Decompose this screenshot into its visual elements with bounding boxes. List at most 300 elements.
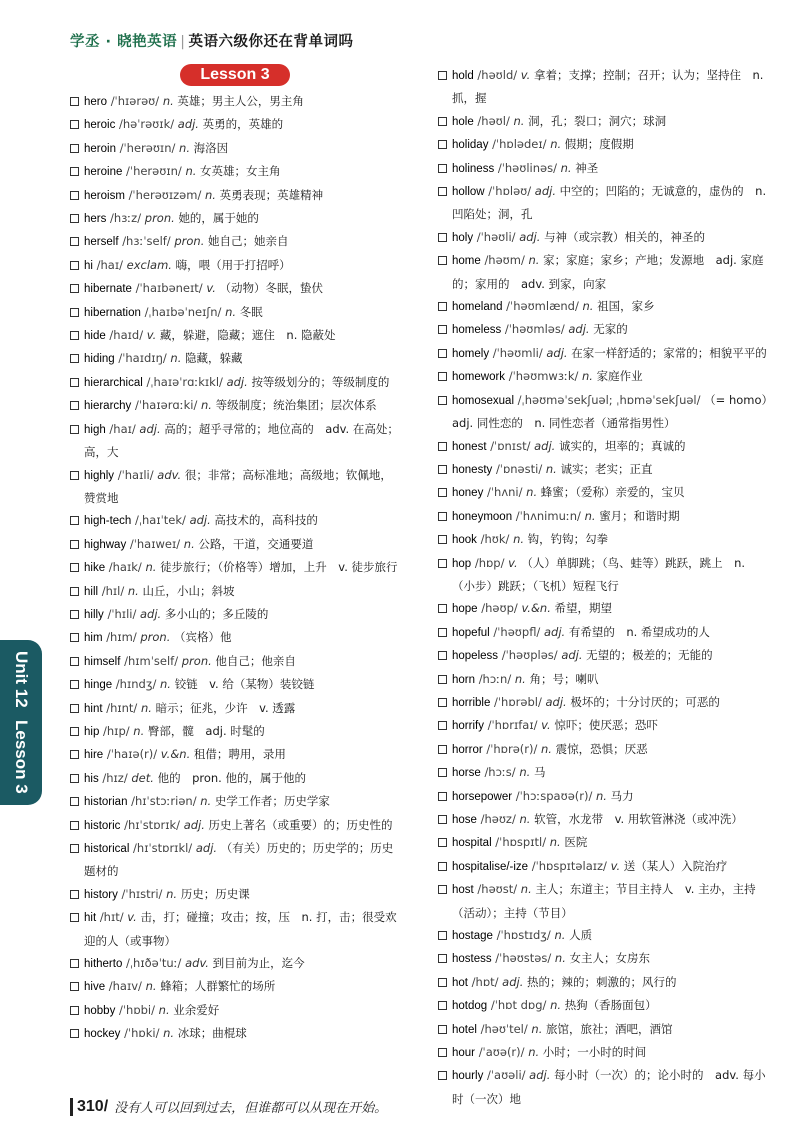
vocab-entry: [438, 621, 768, 644]
headword: herself: [84, 236, 119, 249]
part-of-speech: n.: [514, 671, 526, 686]
headword: highly: [84, 469, 115, 482]
phonetic: /ˈhɒbi/: [119, 1002, 155, 1017]
checkbox-icon[interactable]: [438, 628, 447, 637]
checkbox-icon[interactable]: [70, 120, 79, 129]
headword: host: [452, 884, 474, 897]
vocab-entry: [70, 626, 400, 649]
vocab-entry: [438, 249, 768, 295]
phonetic: /ˈhəʊmlænd/: [506, 299, 579, 314]
definition: 史学工作者；历史学家: [214, 794, 330, 809]
vocab-entry: [70, 207, 400, 230]
headword: hostage: [452, 930, 493, 943]
headword: hit: [84, 912, 97, 925]
headword: hotdog: [452, 1000, 488, 1013]
headword: hourly: [452, 1070, 484, 1083]
vocab-entry: [438, 924, 768, 947]
part-of-speech: n.: [183, 536, 195, 551]
headword: hibernate: [84, 283, 132, 296]
definition: 冬眠: [239, 304, 263, 319]
checkbox-icon[interactable]: [438, 815, 447, 824]
definition: 有希望的 n. 希望成功的人: [568, 624, 710, 639]
vocab-entry: [438, 481, 768, 504]
vocab-entry: [70, 254, 400, 277]
headword: hide: [84, 330, 106, 343]
vocab-entry: [438, 1018, 768, 1041]
checkbox-icon[interactable]: [438, 187, 447, 196]
definition: （人）单脚跳；（鸟、蛙等）跳跃，跳上 n.（小步）跳跃；（飞机）短程飞行: [452, 555, 746, 593]
phonetic: /hɪmˈself/: [124, 653, 179, 668]
checkbox-icon[interactable]: [438, 675, 447, 684]
checkbox-icon[interactable]: [70, 563, 79, 572]
headword: holiday: [452, 139, 489, 152]
checkbox-icon[interactable]: [438, 488, 447, 497]
checkbox-icon[interactable]: [70, 516, 79, 525]
headword: hers: [84, 213, 107, 226]
vocab-entry: [438, 64, 768, 110]
phonetic: /hɜːz/: [110, 211, 142, 226]
headword: historian: [84, 796, 128, 809]
part-of-speech: n.: [554, 928, 566, 943]
headword: hire: [84, 749, 104, 762]
vocab-entry: [438, 528, 768, 551]
vocab-entry: [70, 394, 400, 417]
vocab-entry: [438, 365, 768, 388]
headword: hiding: [84, 353, 115, 366]
checkbox-icon[interactable]: [438, 838, 447, 847]
part-of-speech: v.: [541, 718, 551, 733]
checkbox-icon[interactable]: [438, 745, 447, 754]
checkbox-icon[interactable]: [438, 117, 447, 126]
vocab-entry: [70, 837, 400, 883]
definition: 租借；聘用，录用: [193, 747, 286, 762]
definition: 女英雄；女主角: [200, 164, 281, 179]
phonetic: /ˈhɒlədeɪ/: [492, 137, 547, 152]
definition: 英勇的，英雄的: [202, 117, 284, 132]
phonetic: /hɪt/: [99, 910, 124, 925]
part-of-speech: adj.: [534, 184, 556, 199]
headword: historical: [84, 843, 130, 855]
brand-name: 学丞 · 晓艳英语: [70, 34, 178, 50]
checkbox-icon[interactable]: [438, 535, 447, 544]
checkbox-icon[interactable]: [70, 959, 79, 968]
checkbox-icon[interactable]: [438, 931, 447, 940]
vocab-entry: [438, 714, 768, 737]
checkbox-icon[interactable]: [438, 768, 447, 777]
phonetic: /ˈhaɪli/: [117, 467, 154, 482]
vocab-entry: [438, 226, 768, 249]
headword: hive: [84, 981, 106, 994]
checkbox-icon[interactable]: [70, 214, 79, 223]
checkbox-icon[interactable]: [438, 233, 447, 242]
checkbox-icon[interactable]: [438, 465, 447, 474]
headword: high-tech: [84, 515, 132, 528]
headword: hockey: [84, 1028, 121, 1041]
vocab-entry: [70, 556, 400, 579]
definition: 人质: [569, 928, 593, 943]
part-of-speech: pron.: [140, 630, 171, 645]
vocab-entry: [438, 831, 768, 854]
part-of-speech: n.: [549, 835, 561, 850]
checkbox-icon[interactable]: [70, 1029, 79, 1038]
vocab-entry: [438, 110, 768, 133]
vocab-entry: [438, 947, 768, 970]
checkbox-icon[interactable]: [438, 164, 447, 173]
phonetic: /hɪˈstɒrɪkl/: [133, 841, 193, 855]
definition: 角；号；喇叭: [529, 671, 599, 686]
checkbox-icon[interactable]: [70, 982, 79, 991]
right-word-list: [438, 64, 779, 1110]
part-of-speech: v.: [206, 281, 216, 296]
part-of-speech: adj.: [534, 438, 556, 453]
headword: hollow: [452, 186, 485, 199]
checkbox-icon[interactable]: [438, 1001, 447, 1010]
phonetic: /hɒp/: [474, 555, 505, 570]
part-of-speech: n.: [531, 1021, 543, 1036]
phonetic: /ˈhaɪə(r)/: [106, 747, 158, 762]
phonetic: /haɪ/: [96, 257, 123, 272]
vocab-entry: [70, 324, 400, 347]
page-number: 310/: [77, 1097, 109, 1115]
definition: 旅馆，旅社；酒吧，酒馆: [546, 1021, 673, 1036]
phonetic: /haɪv/: [108, 979, 142, 994]
vocab-entry: [438, 389, 779, 435]
definition: （动物）冬眠，蛰伏: [219, 281, 324, 296]
headword: himself: [84, 655, 121, 668]
vocab-entry: [70, 720, 400, 743]
headword: horsepower: [452, 790, 513, 803]
checkbox-icon[interactable]: [438, 862, 447, 871]
checkbox-icon[interactable]: [70, 704, 79, 713]
vocab-entry: [70, 650, 400, 673]
checkbox-icon[interactable]: [70, 587, 79, 596]
checkbox-icon[interactable]: [438, 1048, 447, 1057]
phonetic: /ˈhɒrəbl/: [494, 694, 542, 709]
vocab-entry: [70, 975, 400, 998]
checkbox-icon[interactable]: [70, 425, 79, 434]
part-of-speech: n.: [519, 812, 531, 826]
phonetic: /ˈhɒki/: [124, 1026, 160, 1041]
part-of-speech: adj.: [561, 648, 583, 663]
part-of-speech: pron.: [144, 211, 175, 226]
checkbox-icon[interactable]: [70, 633, 79, 642]
phonetic: /ˈhɔːspaʊə(r)/: [515, 788, 593, 803]
part-of-speech: n.: [528, 1045, 540, 1060]
definition: 无家的: [593, 322, 628, 337]
phonetic: /ˈɒnɪst/: [490, 438, 531, 453]
definition: 家庭作业: [596, 369, 643, 384]
vocab-entry: [70, 184, 400, 207]
definition: 公路，干道，交通要道: [198, 536, 314, 551]
checkbox-icon[interactable]: [70, 657, 79, 666]
vocab-entry: [438, 458, 768, 481]
vocab-entry: [70, 464, 400, 510]
phonetic: /ˈɒnəsti/: [495, 461, 543, 476]
phonetic: /həʊm/: [484, 253, 525, 268]
part-of-speech: n.: [225, 304, 237, 319]
checkbox-icon[interactable]: [70, 890, 79, 899]
vocab-entry: [438, 761, 768, 784]
vocab-entry: [438, 295, 768, 318]
checkbox-icon[interactable]: [70, 913, 79, 922]
headword: hilly: [84, 608, 104, 621]
vocab-entry: [438, 552, 768, 598]
headword: homosexual: [452, 394, 515, 407]
phonetic: /ˈaʊəli/: [486, 1068, 526, 1083]
vocab-entry: [70, 814, 400, 837]
headword: hour: [452, 1047, 476, 1060]
phonetic: /ˈhɒt dɒg/: [490, 998, 547, 1013]
part-of-speech: n.: [519, 765, 531, 780]
headword: horrify: [452, 720, 484, 733]
vocab-entry: [438, 318, 768, 341]
vocab-entry: [70, 767, 400, 790]
right-column: [438, 64, 779, 1110]
checkbox-icon[interactable]: [70, 1006, 79, 1015]
part-of-speech: n.: [596, 788, 607, 803]
part-of-speech: v.&n.: [521, 601, 551, 616]
definition: 震惊，恐惧；厌恶: [555, 741, 648, 756]
definition: 女主人；女房东: [569, 951, 651, 966]
vocab-entry: [70, 371, 400, 394]
vocab-entry: [438, 855, 768, 878]
checkbox-icon[interactable]: [438, 721, 447, 730]
phonetic: /hɪnt/: [106, 700, 138, 715]
part-of-speech: adj.: [545, 694, 567, 709]
part-of-speech: adv.: [185, 956, 209, 971]
checkbox-icon[interactable]: [438, 792, 447, 801]
vocab-entry: [70, 277, 400, 300]
phonetic: /hɪˈstɔːriən/: [131, 794, 197, 809]
headword: hope: [452, 603, 478, 616]
checkbox-icon[interactable]: [70, 610, 79, 619]
footer-motto: 没有人可以回到过去，但谁都可以从现在开始。: [114, 1101, 388, 1116]
checkbox-icon[interactable]: [438, 71, 447, 80]
part-of-speech: n.: [550, 998, 562, 1013]
checkbox-icon[interactable]: [70, 727, 79, 736]
part-of-speech: n.: [554, 951, 566, 966]
headword: horn: [452, 673, 476, 686]
checkbox-icon[interactable]: [70, 284, 79, 293]
checkbox-icon[interactable]: [70, 821, 79, 830]
checkbox-icon[interactable]: [438, 325, 447, 334]
definition: 高技术的，高科技的: [214, 513, 318, 528]
headword: hill: [84, 585, 99, 598]
phonetic: /hɪz/: [102, 770, 128, 785]
definition: 山丘，小山；斜坡: [142, 583, 235, 598]
definition: 与神（或宗教）相关的，神圣的: [544, 229, 706, 244]
checkbox-icon[interactable]: [70, 308, 79, 317]
definition: 多小山的；多丘陵的: [164, 606, 269, 621]
part-of-speech: adj.: [546, 345, 568, 360]
definition: 高的；超乎寻常的；地位高的 adv. 在高处；高，大: [84, 421, 399, 460]
checkbox-icon[interactable]: [438, 349, 447, 358]
headword: hitherto: [84, 958, 123, 971]
checkbox-icon[interactable]: [438, 1071, 447, 1080]
checkbox-icon[interactable]: [70, 471, 79, 480]
headword: heroism: [84, 189, 125, 202]
definition: 蜜月；和谐时期: [599, 508, 680, 523]
vocab-entry: [70, 230, 400, 253]
part-of-speech: v.: [508, 555, 518, 570]
headword: horror: [452, 743, 483, 756]
checkbox-icon[interactable]: [70, 354, 79, 363]
definition: 中空的；凹陷的；无诚意的，虚伪的 n. 凹陷处；洞，孔: [452, 184, 767, 222]
definition: 嗨，喂（用于打招呼）: [175, 257, 291, 272]
checkbox-icon[interactable]: [438, 140, 447, 149]
checkbox-icon[interactable]: [70, 144, 79, 153]
definition: 等级制度；统治集团；层次体系: [215, 398, 377, 413]
checkbox-icon[interactable]: [438, 442, 447, 451]
definition: 神圣: [575, 160, 599, 175]
definition: 诚实；老实；正直: [560, 461, 653, 476]
part-of-speech: n.: [163, 1026, 175, 1041]
definition: 小时；一小时的时间: [542, 1045, 647, 1060]
part-of-speech: n.: [545, 461, 557, 476]
left-word-list: [70, 90, 400, 1046]
definition: 医院: [564, 835, 588, 850]
checkbox-icon[interactable]: [70, 237, 79, 246]
definition: 他自己；他亲自: [215, 653, 296, 668]
definition: 海洛因: [193, 140, 229, 155]
phonetic: /ˌhəʊməˈsekʃuəl; ˌhɒməˈsekʃuəl/: [517, 392, 701, 407]
vocab-entry: [70, 533, 400, 556]
checkbox-icon[interactable]: [70, 167, 79, 176]
part-of-speech: adj.: [519, 229, 541, 244]
vocab-entry: [70, 580, 400, 603]
definition: 送（某人）入院治疗: [623, 858, 728, 873]
headword: heroic: [84, 119, 116, 132]
definition: 她的，属于她的: [178, 211, 259, 226]
checkbox-icon[interactable]: [70, 750, 79, 759]
part-of-speech: n.: [200, 794, 212, 809]
headword: him: [84, 632, 103, 645]
part-of-speech: n.: [160, 677, 171, 692]
unit-side-tab: [0, 640, 42, 805]
headword: hi: [84, 259, 93, 272]
checkbox-icon[interactable]: [438, 256, 447, 265]
checkbox-icon[interactable]: [438, 559, 447, 568]
checkbox-icon[interactable]: [438, 604, 447, 613]
part-of-speech: n.: [584, 508, 596, 523]
phonetic: /ˈhəʊmwɜːk/: [508, 369, 579, 384]
checkbox-icon[interactable]: [70, 401, 79, 410]
part-of-speech: n.: [166, 886, 178, 901]
phonetic: /hɪndʒ/: [115, 677, 157, 692]
checkbox-icon[interactable]: [438, 372, 447, 381]
checkbox-icon[interactable]: [70, 331, 79, 340]
phonetic: /ˈhəʊlinəs/: [497, 160, 557, 175]
checkbox-icon[interactable]: [438, 885, 447, 894]
headword: heroin: [84, 142, 116, 155]
vocab-entry: [438, 808, 768, 831]
part-of-speech: adj.: [140, 606, 162, 621]
vocab-entry: [70, 347, 400, 370]
checkbox-icon[interactable]: [70, 191, 79, 200]
phonetic: /ˌhaɪəˈrɑːkɪkl/: [146, 374, 223, 389]
checkbox-icon[interactable]: [438, 512, 447, 521]
vocab-entry: [70, 743, 400, 766]
vocab-entry: [438, 644, 768, 667]
headword: hospital: [452, 837, 492, 850]
definition: 在家一样舒适的；家常的；相貌平平的: [571, 345, 767, 360]
part-of-speech: adj.: [226, 374, 248, 389]
checkbox-icon[interactable]: [70, 844, 79, 853]
headword: homely: [452, 347, 490, 360]
vocab-entry: [70, 999, 400, 1022]
checkbox-icon[interactable]: [70, 680, 79, 689]
checkbox-icon[interactable]: [70, 797, 79, 806]
checkbox-icon[interactable]: [438, 978, 447, 987]
checkbox-icon[interactable]: [438, 396, 447, 405]
part-of-speech: adj.: [139, 421, 161, 436]
phonetic: /ˈhəʊstəs/: [495, 951, 552, 966]
checkbox-icon[interactable]: [70, 774, 79, 783]
phonetic: /hɔːs/: [484, 765, 516, 780]
headword: homework: [452, 371, 506, 384]
part-of-speech: n.: [145, 979, 157, 994]
headword: hook: [452, 534, 477, 547]
definition: 业余爱好: [173, 1002, 220, 1017]
phonetic: /hɪm/: [106, 630, 137, 645]
vocab-entry: [438, 1041, 768, 1064]
headword: honey: [452, 487, 484, 500]
checkbox-icon[interactable]: [438, 1025, 447, 1034]
vocab-entry: [70, 603, 400, 626]
vocab-entry: [70, 90, 400, 113]
phonetic: /həʊˈtel/: [480, 1021, 528, 1036]
definition: 极坏的；十分讨厌的；可恶的: [570, 694, 720, 709]
part-of-speech: n.: [528, 253, 540, 268]
part-of-speech: n.: [550, 137, 562, 152]
phonetic: /hʊk/: [480, 532, 510, 547]
left-column: [70, 64, 400, 1046]
checkbox-icon[interactable]: [438, 954, 447, 963]
definition: 历史；历史课: [180, 886, 250, 901]
definition: 无望的；极差的；无能的: [586, 648, 713, 663]
phonetic: /ˈherəʊɪn/: [126, 164, 182, 179]
checkbox-icon[interactable]: [438, 698, 447, 707]
vocab-entry: [438, 971, 768, 994]
definition: 诚实的，坦率的；真诚的: [558, 438, 686, 453]
vocab-entry: [70, 113, 400, 136]
definition: （有关）历史的；历史学的；历史题材的: [84, 841, 394, 879]
definition: 隐藏，躲藏: [185, 351, 243, 366]
definition: 假期；度假期: [564, 137, 634, 152]
definition: 拿着；支撑；控制；召开；认为；坚持住 n. 抓，握: [452, 68, 764, 106]
phonetic: /ˈhaɪərɑːki/: [134, 398, 198, 413]
checkbox-icon[interactable]: [438, 651, 447, 660]
definition: 英雄；男主人公，男主角: [177, 94, 304, 108]
part-of-speech: exclam.: [126, 257, 172, 272]
definition: 按等级划分的；等级制度的: [251, 374, 390, 389]
checkbox-icon[interactable]: [70, 97, 79, 106]
headword: home: [452, 255, 481, 268]
checkbox-icon[interactable]: [70, 540, 79, 549]
headword: hibernation: [84, 306, 141, 319]
phonetic: /ˈhəʊmləs/: [504, 322, 565, 337]
definition: 她自己；她亲自: [208, 234, 289, 249]
part-of-speech: n.: [200, 398, 212, 413]
checkbox-icon[interactable]: [70, 378, 79, 387]
headword: hop: [452, 557, 472, 570]
part-of-speech: n.: [145, 560, 157, 575]
definition: 铰链 v. 给（某物）装铰链: [174, 677, 315, 692]
checkbox-icon[interactable]: [438, 302, 447, 311]
checkbox-icon[interactable]: [70, 261, 79, 270]
headword: honesty: [452, 463, 493, 476]
vocab-entry: [438, 1064, 768, 1110]
